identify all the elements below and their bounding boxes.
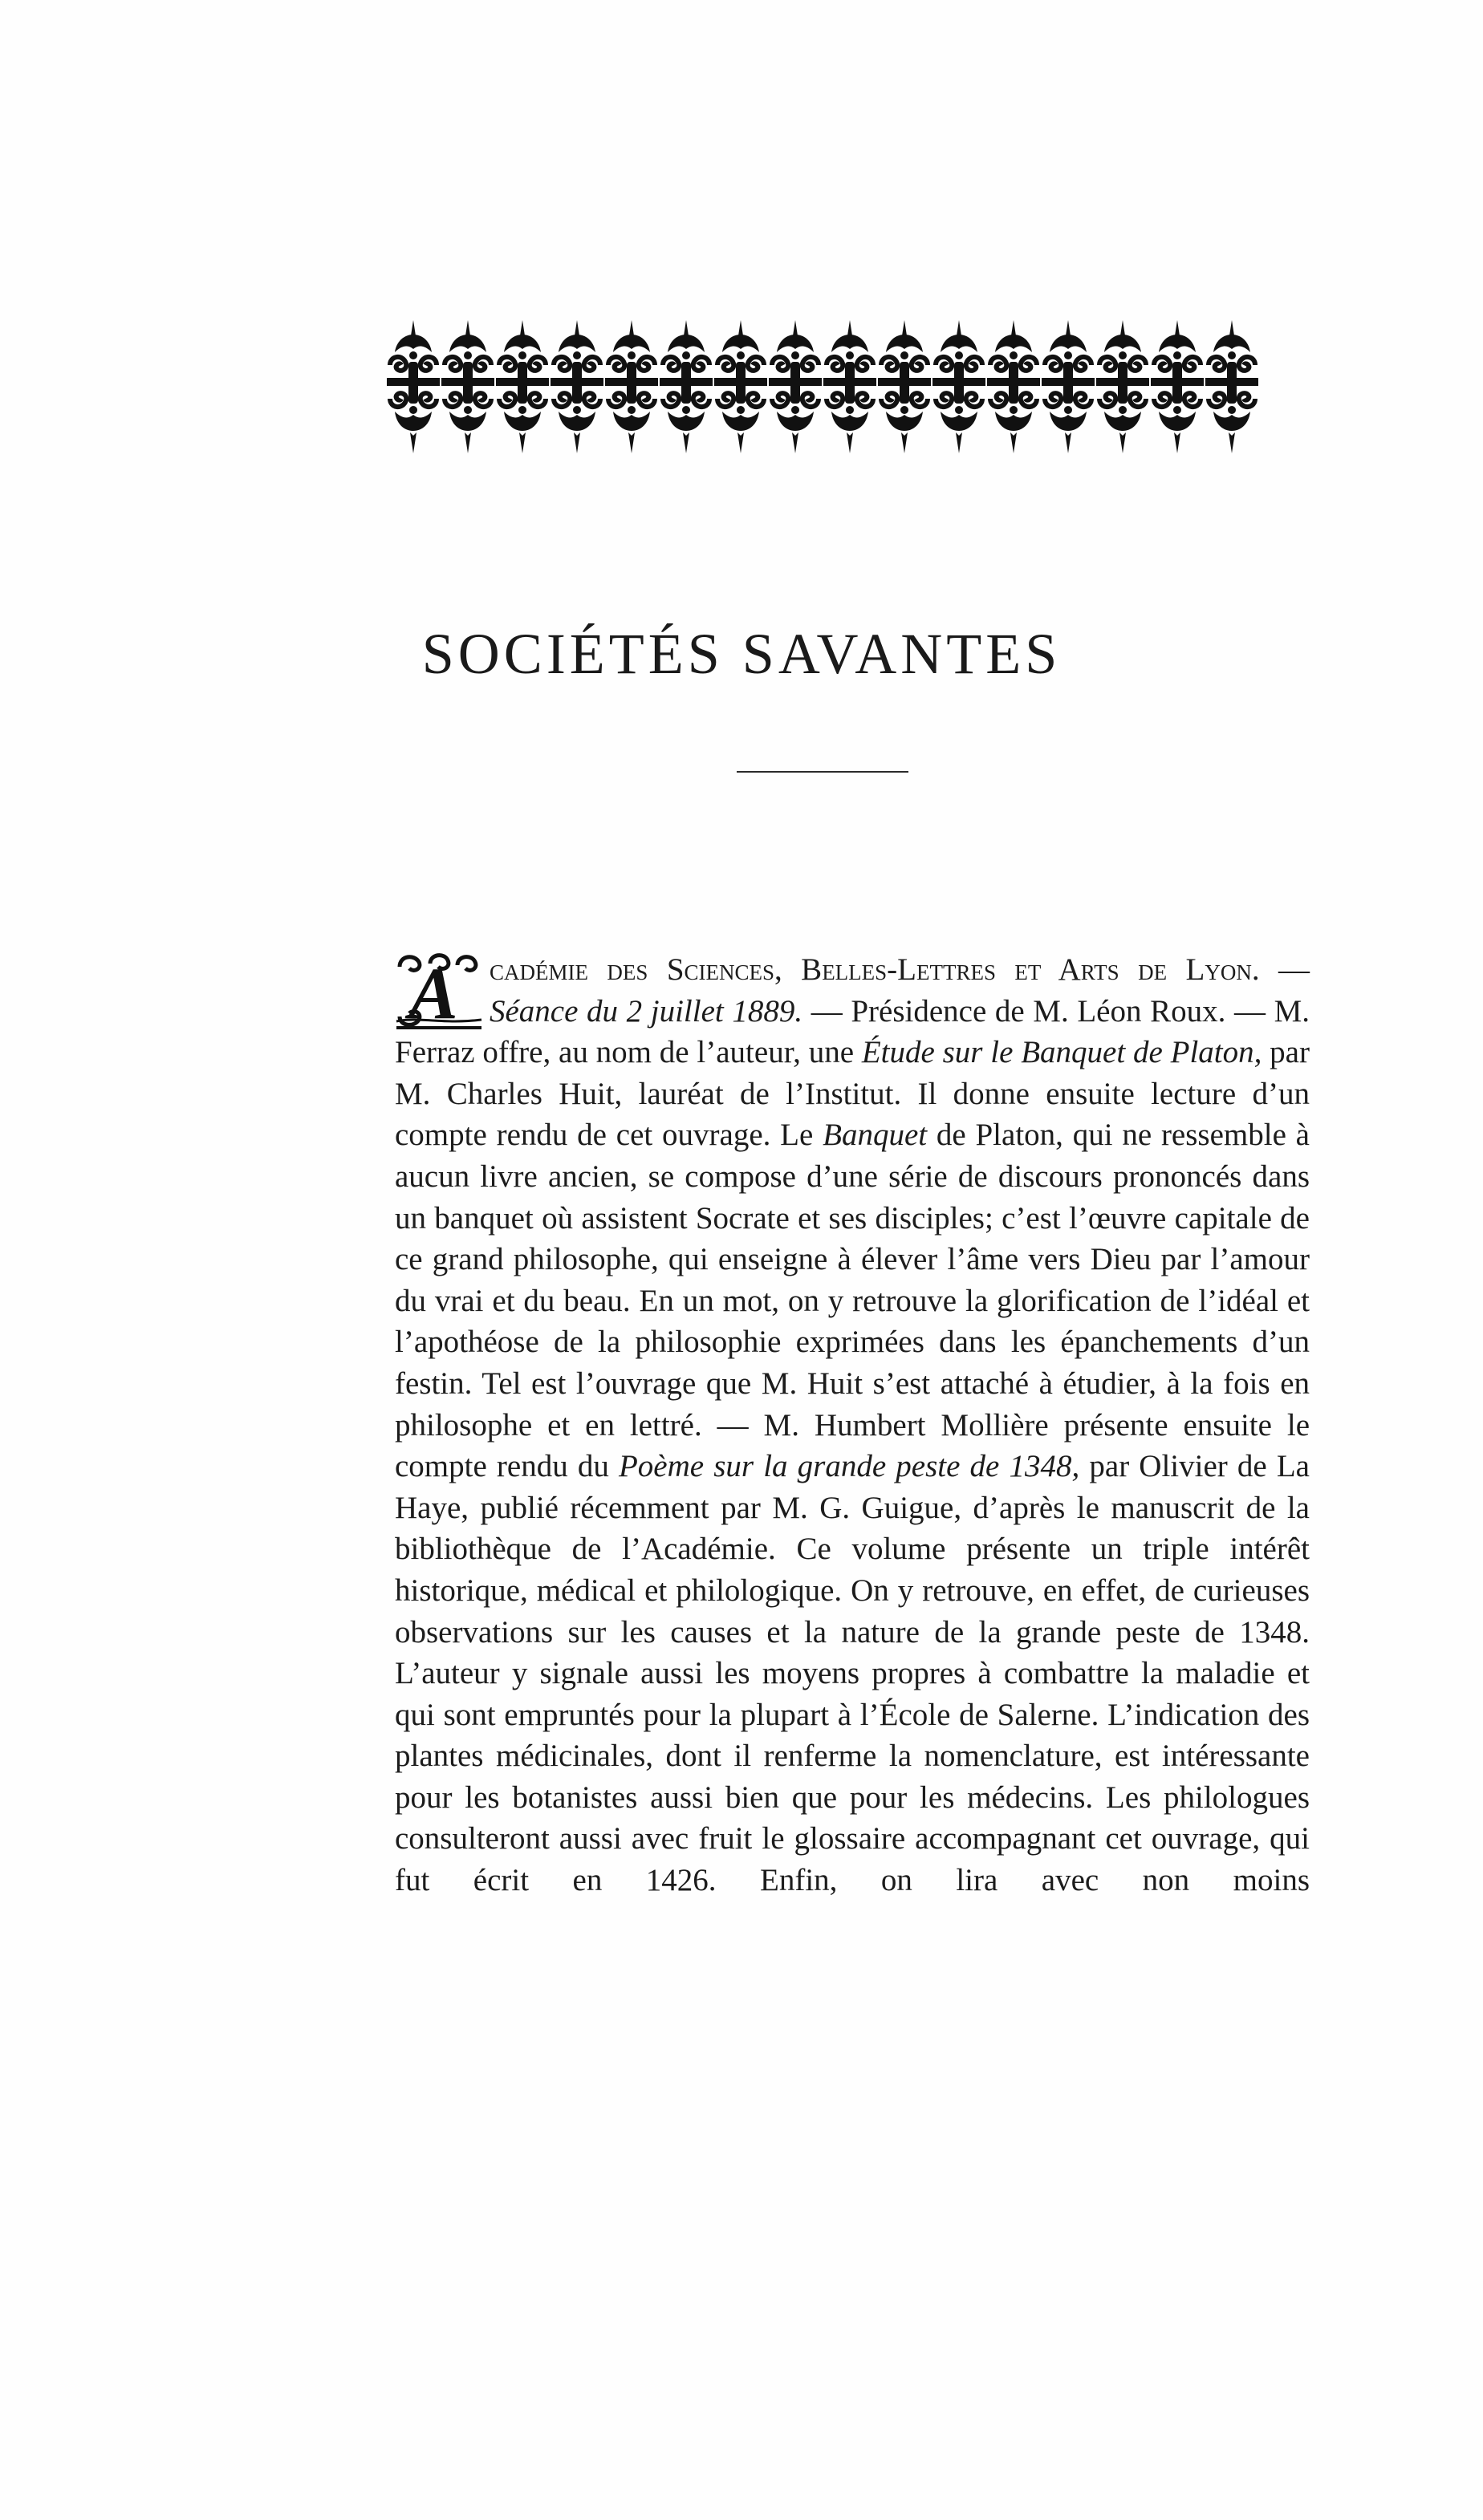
dash-separator: —	[1259, 952, 1310, 987]
text-segment-4: par Olivier de La Haye, publié récemment par M. G. Guigue, d’après le manuscrit de la bibliothèque de l’Académie. Ce volume présente un triple intérêt historique, médical et philologique. On y retrouve, en effet, de curieuses observations sur les causes et la nature de la grande peste de 1348. L’auteur y signale aussi les moyens propres à combattre la maladie et qui sont empruntés pour la plupart à l’École de Salerne. L’indication des plantes médicinales, dont il renferme la nomenclature, est intéressante pour les botanistes aussi bien que pour les médecins. Les philologues consulteront aussi avec fruit le glossaire accompagnant cet ouvrage, qui fut écrit en 1426. Enfin, on lira avec non moins	[395, 1449, 1310, 1898]
article-paragraph	[395, 949, 1310, 1901]
ornate-dropcap-a	[395, 952, 485, 1029]
text-segment-1: — Présidence de M. Léon Roux. — M. Ferraz offre, au nom de l’auteur, une	[395, 993, 1310, 1070]
poeme-title: Poème sur la grande peste de 1348,	[618, 1449, 1080, 1484]
text-segment-2: par M. Charles Huit, lauréat de l’Institut. Il donne ensuite lecture d’un compte rendu de cet ouvrage. Le	[395, 1035, 1310, 1153]
fleuron-ornament-band	[387, 317, 1265, 457]
etude-title: Étude sur le Banquet de Platon,	[861, 1035, 1262, 1070]
banquet-title: Banquet	[823, 1118, 928, 1153]
text-segment-3: de Platon, qui ne ressemble à aucun livre ancien, se compose d’une série de discours prononcés dans un banquet où assistent Socrate et ses disciples; c’est l’œuvre capitale de ce grand philosophe, qui enseigne à élever l’âme vers Dieu par l’amour du vrai et du beau. En un mot, on y retrouve la glorification de l’idéal et l’apothéose de la philosophie exprimées dans les épanchements d’un festin. Tel est l’ouvrage que M. Huit s’est attaché à étudier, à la fois en philosophe et en lettré. — M. Humbert Mollière présente ensuite le compte rendu du	[395, 1118, 1310, 1484]
page-title: SOCIÉTÉS SAVANTES	[421, 622, 1062, 686]
title-divider-rule	[737, 771, 908, 773]
academy-heading: cadémie des Sciences, Belles-Lettres et Arts de Lyon.	[490, 952, 1260, 987]
seance-date: Séance du 2 juillet 1889.	[490, 993, 803, 1029]
dropcap-letter: A	[408, 952, 458, 1029]
